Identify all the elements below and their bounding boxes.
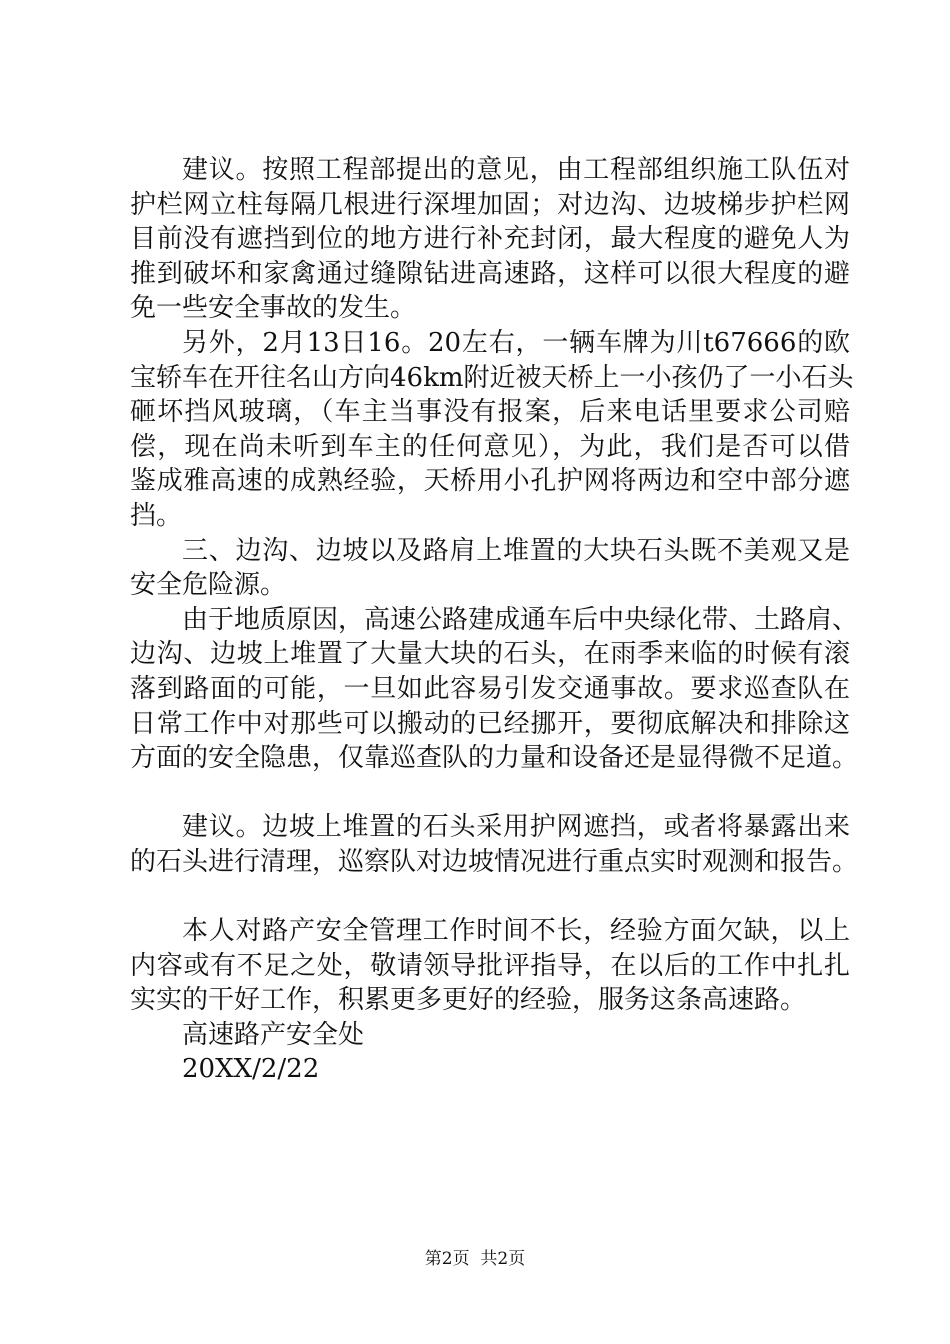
paragraph-1-line-3: 目前没有遮挡到位的地方进行补充封闭，最大程度的避免人为 <box>130 224 850 255</box>
signature-date: 20XX/2/22 <box>182 1054 320 1085</box>
paragraph-4-line-2: 边沟、边坡上堆置了大量大块的石头，在雨季来临的时候有滚 <box>130 639 850 670</box>
paragraph-spacer <box>130 776 850 811</box>
section-3-heading-line-2: 安全危险源。 <box>130 570 287 601</box>
paragraph-1-line-1: 建议。按照工程部提出的意见，由工程部组织施工队伍对 <box>182 155 850 185</box>
paragraph-4-line-3: 落到路面的可能，一旦如此容易引发交通事故。要求巡查队在 <box>130 673 850 704</box>
paragraph-6-line-3: 实实的干好工作，积累更多更好的经验，服务这条高速路。 <box>130 985 807 1016</box>
page-footer: 第2页 共2页 <box>424 1249 526 1269</box>
paragraph-1-line-2: 护栏网立柱每隔几根进行深埋加固；对边沟、边坡梯步护栏网 <box>130 189 850 220</box>
paragraph-2-line-4: 偿，现在尚未听到车主的任何意见），为此，我们是否可以借 <box>130 431 850 462</box>
paragraph-2-line-2: 宝轿车在开往名山方向46km附近被天桥上一小孩仍了一小石头 <box>130 362 854 393</box>
paragraph-6-line-1: 本人对路产安全管理工作时间不长，经验方面欠缺，以上 <box>182 916 850 947</box>
paragraph-5-line-1: 建议。边坡上堆置的石头采用护网遮挡，或者将暴露出来 <box>182 812 850 843</box>
paragraph-2-line-6: 挡。 <box>130 500 183 531</box>
paragraph-1-line-5: 免一些安全事故的发生。 <box>130 293 417 324</box>
document-body <box>130 153 859 1087</box>
paragraph-1-line-4: 推到破坏和家禽通过缝隙钻进高速路，这样可以很大程度的避 <box>130 258 850 289</box>
paragraph-4-line-1: 由于地质原因，高速公路建成通车后中央绿化带、土路肩、 <box>182 604 859 635</box>
paragraph-6-line-2: 内容或有不足之处，敬请领导批评指导，在以后的工作中扎扎 <box>130 950 850 981</box>
paragraph-4-line-4: 日常工作中对那些可以搬动的已经挪开，要彻底解决和排除这 <box>130 708 850 739</box>
signature-department: 高速路产安全处 <box>182 1019 365 1050</box>
paragraph-4-line-5: 方面的安全隐患，仅靠巡查队的力量和设备还是显得微不足道。 <box>130 743 859 774</box>
paragraph-2-line-1: 另外，2月13日16。20左右，一辆车牌为川t67666的欧 <box>182 327 850 358</box>
section-3-heading-line-1: 三、边沟、边坡以及路肩上堆置的大块石头既不美观又是 <box>182 535 850 566</box>
paragraph-spacer <box>130 879 850 914</box>
paragraph-2-line-3: 砸坏挡风玻璃，（车主当事没有报案，后来电话里要求公司赔 <box>130 397 850 428</box>
paragraph-5-line-2: 的石头进行清理，巡察队对边坡情况进行重点实时观测和报告。 <box>130 846 859 877</box>
paragraph-2-line-5: 鉴成雅高速的成熟经验，天桥用小孔护网将两边和空中部分遮 <box>130 466 850 497</box>
